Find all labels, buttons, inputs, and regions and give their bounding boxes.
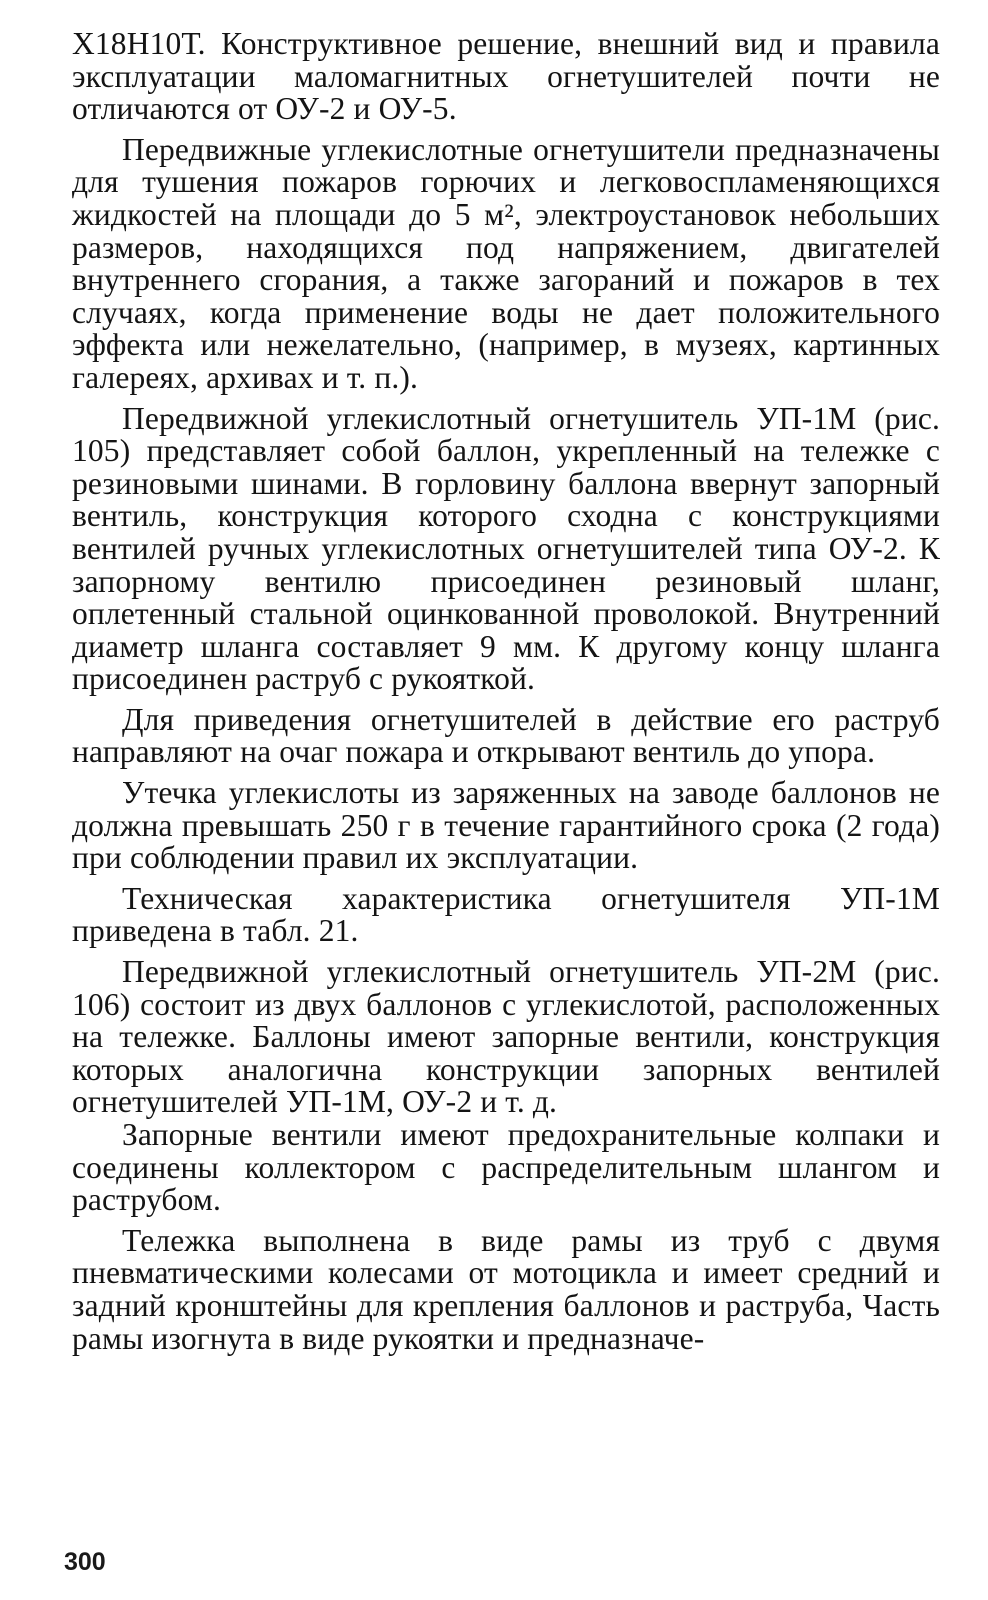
paragraph-4: Для приведения огнетушителей в действие его раструб направляют на очаг пожара и открывают вентиль до упора. bbox=[72, 701, 940, 770]
paragraph-3: Передвижной углекислотный огнетушитель УП-1М (рис. 105) представляет собой баллон, укрепленный на тележке с резиновыми шинами. В горловину баллона ввернут запорный вентиль, конструкция которого сходна с конструкциями вентилей ручных углекислотных огнетушителей типа ОУ-2. К запорному вентилю присоединен резиновый шланг, оплетенный стальной оцинкованной проволокой. Внутренний диаметр шланга составляет 9 мм. К другому концу шланга присоединен раструб с рукояткой. bbox=[72, 400, 940, 697]
paragraph-1: Х18Н10Т. Конструктивное решение, внешний вид и правила эксплуатации маломагнитных огнетушителей почти не отличаются от ОУ-2 и ОУ-5. bbox=[72, 26, 940, 127]
paragraph-9: Тележка выполнена в виде рамы из труб с двумя пневматическими колесами от мотоцикла и имеет средний и задний кронштейны для крепления баллонов и раструба, Часть рамы изогнута в виде рукоятки и предназначе- bbox=[72, 1222, 940, 1356]
page-text bbox=[72, 28, 940, 1355]
page-number: 300 bbox=[64, 1548, 106, 1576]
paragraph-5: Утечка углекислоты из заряженных на заводе баллонов не должна превышать 250 г в течение гарантийного срока (2 года) при соблюдении правил их эксплуатации. bbox=[72, 775, 940, 876]
paragraph-8: Запорные вентили имеют предохранительные колпаки и соединены коллектором с распределительным шлангом и раструбом. bbox=[72, 1117, 940, 1218]
paragraph-7: Передвижной углекислотный огнетушитель УП-2М (рис. 106) состоит из двух баллонов с углекислотой, расположенных на тележке. Баллоны имеют запорные вентили, конструкция которых аналогична конструкции запорных вентилей огнетушителей УП-1М, ОУ-2 и т. д. bbox=[72, 954, 940, 1120]
paragraph-6: Техническая характеристика огнетушителя УП-1М приведена в табл. 21. bbox=[72, 880, 940, 949]
paragraph-2: Передвижные углекислотные огнетушители предназначены для тушения пожаров горючих и легковоспламеняющихся жидкостей на площади до 5 м², электроустановок небольших размеров, находящихся под напряжением, двигателей внутреннего сгорания, а также загораний и пожаров в тех случаях, когда применение воды не дает положительного эффекта или нежелательно, (например, в музеях, картинных галереях, архивах и т. п.). bbox=[72, 131, 940, 395]
